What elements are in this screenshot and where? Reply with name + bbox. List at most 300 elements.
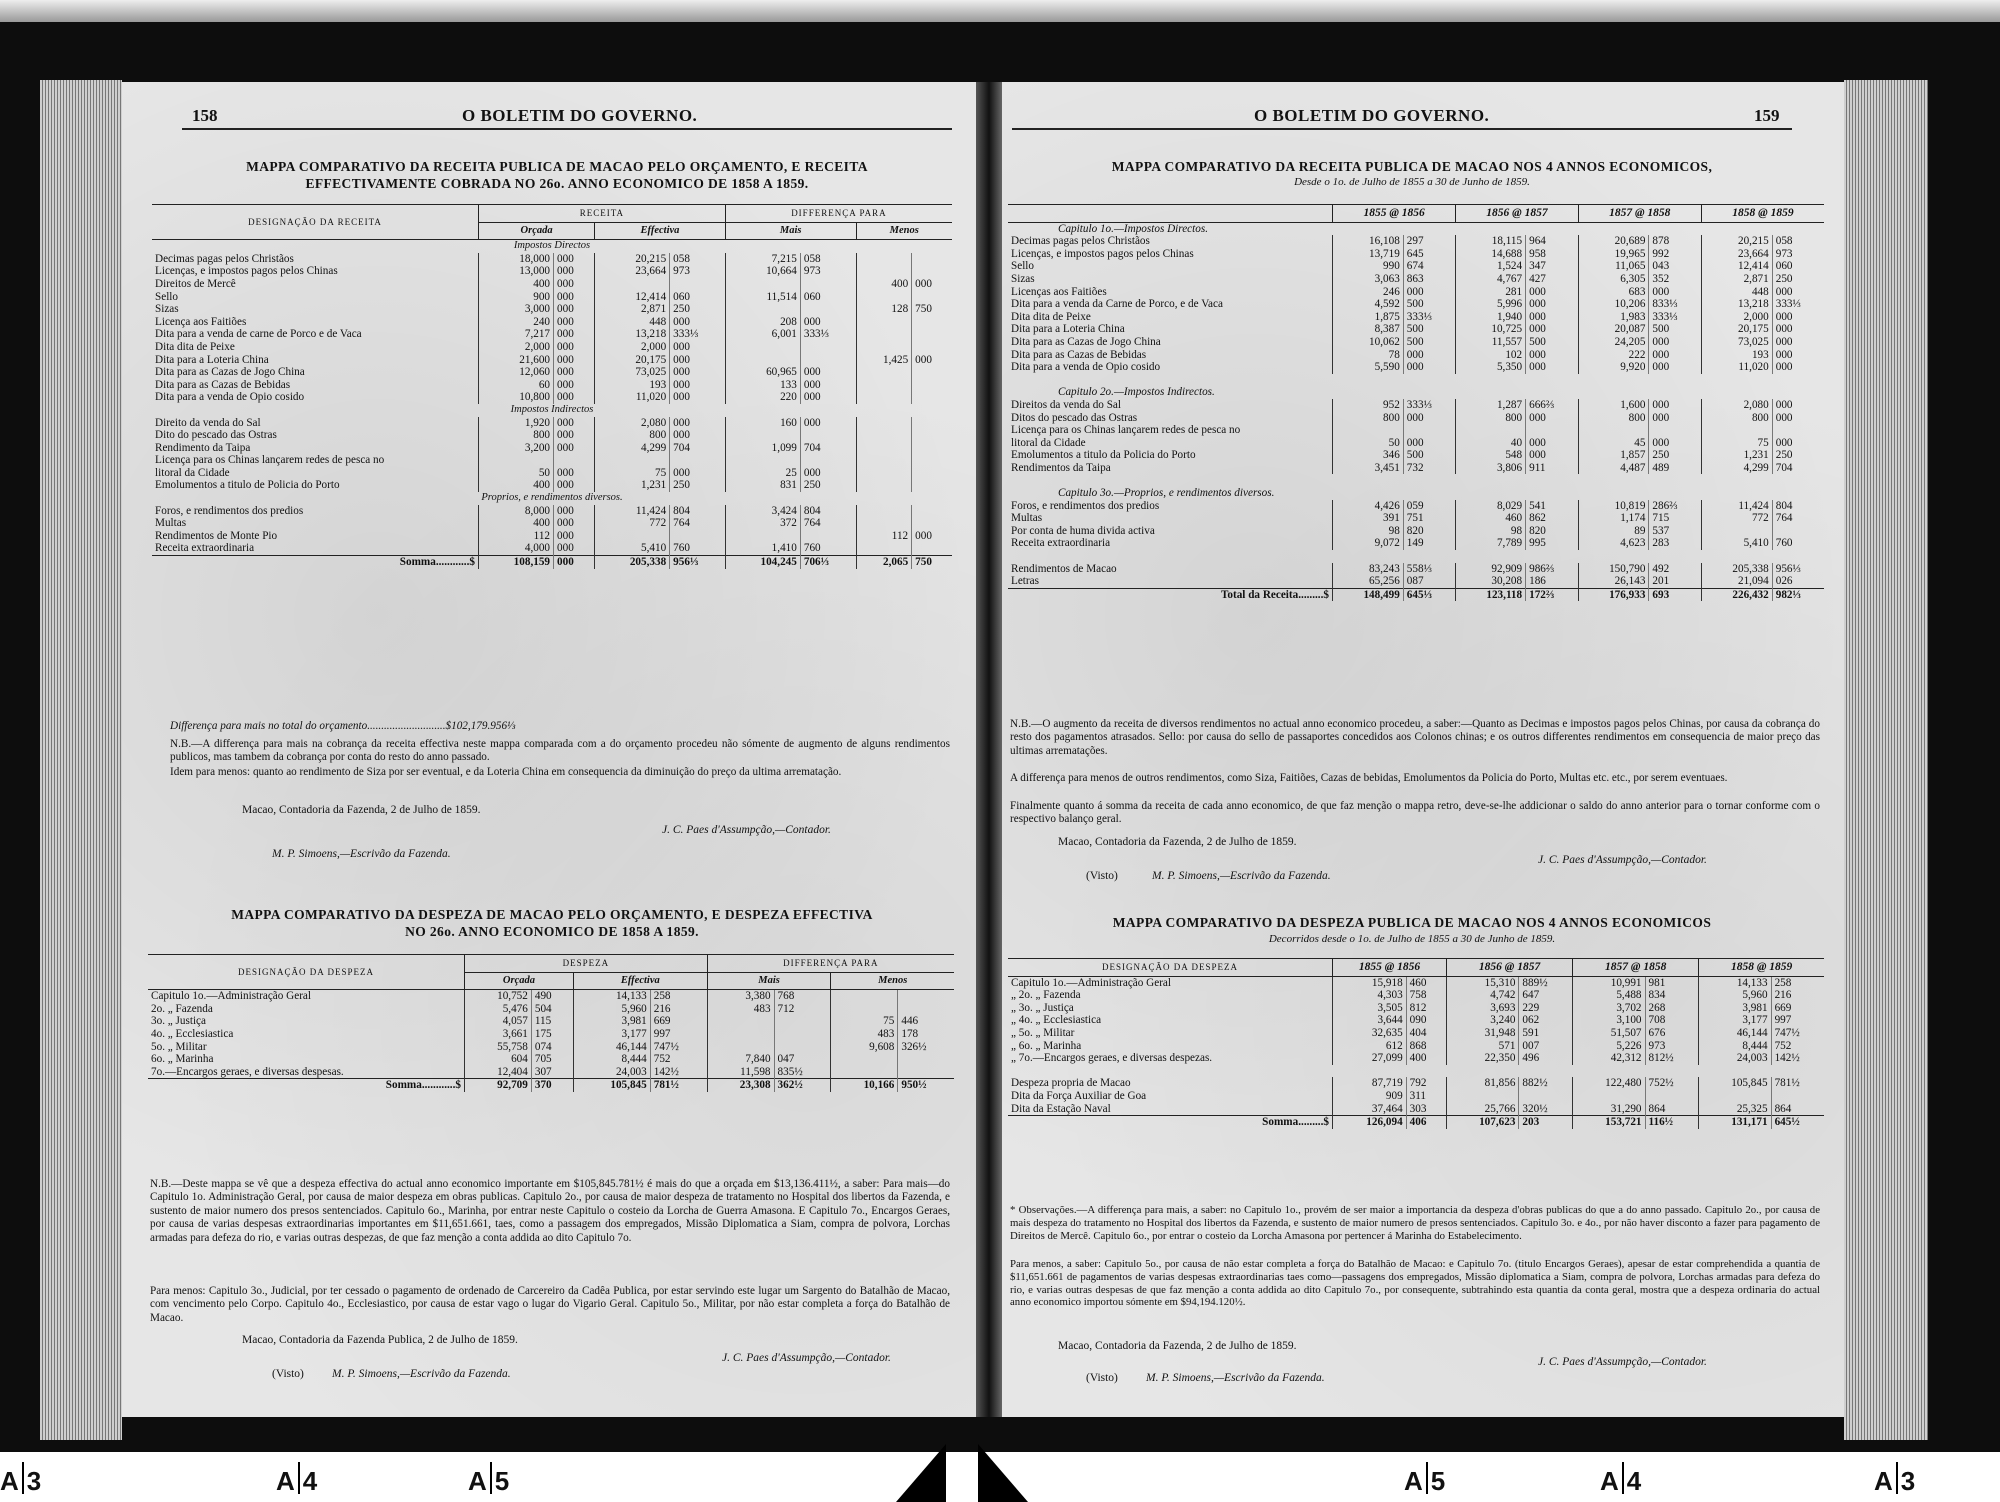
- amount-cell: 20,175: [595, 354, 670, 367]
- row-label: Dita da Estação Naval: [1011, 1102, 1111, 1115]
- fraction-cell: 000: [554, 505, 595, 518]
- row-label: Licença aos Faitiões: [155, 315, 247, 328]
- fraction-cell: 229: [1519, 1002, 1573, 1015]
- fraction-cell: 000: [1772, 311, 1824, 324]
- film-mark-a3-right: [1874, 1462, 1915, 1497]
- fraction-cell: 178: [898, 1028, 954, 1041]
- amount-cell: 112: [856, 530, 912, 543]
- fraction-cell: [898, 1053, 954, 1066]
- fraction-cell: 000: [670, 341, 726, 354]
- fraction-cell: 862: [1526, 512, 1579, 525]
- amount-cell: [856, 265, 912, 278]
- fraction-cell: [800, 454, 856, 467]
- fraction-cell: 964: [1526, 235, 1579, 248]
- fraction-cell: 752: [650, 1053, 707, 1066]
- amount-cell: 6,305: [1578, 273, 1649, 286]
- amount-cell: 5,590: [1333, 361, 1404, 374]
- amount-cell: 102: [1456, 349, 1526, 362]
- amount-cell: [1447, 1090, 1519, 1103]
- row-label: Dita para a venda de Opio cosido: [155, 391, 305, 404]
- amount-cell: 75: [595, 467, 670, 480]
- table-row: [1008, 424, 1824, 437]
- row-label: Somma............$: [148, 1079, 465, 1092]
- fraction-cell: 000: [554, 517, 595, 530]
- fraction-cell: 490: [531, 990, 573, 1003]
- row-label: Dita para as Cazas de Jogo China: [155, 366, 305, 379]
- amount-cell: [725, 341, 800, 354]
- amount-cell: [1573, 1090, 1645, 1103]
- fraction-cell: [774, 1028, 831, 1041]
- amount-cell: 1,174: [1578, 512, 1649, 525]
- amount-cell: 123,118: [1456, 588, 1526, 601]
- row-label: Rendimentos de Monte Pio: [155, 529, 278, 542]
- amount-cell: 98: [1333, 525, 1404, 538]
- section-row: [1008, 487, 1824, 500]
- table-row: [1008, 399, 1824, 412]
- fraction-cell: [912, 328, 952, 341]
- amount-cell: [595, 454, 670, 467]
- despeza-4anos-rows: [1008, 976, 1824, 1129]
- fraction-cell: 000: [554, 328, 595, 341]
- row-label: Licença para os Chinas lançarem redes de pesca no: [1011, 424, 1241, 437]
- fraction-cell: 752: [1771, 1040, 1824, 1053]
- table-row: [148, 990, 954, 1003]
- table-row: [1008, 1052, 1824, 1065]
- spacer-cell: [1008, 1065, 1824, 1078]
- row-label: Rendimento da Taipa: [155, 441, 251, 454]
- fraction-cell: 000: [1403, 437, 1456, 450]
- fraction-cell: 834: [1645, 989, 1699, 1002]
- fraction-cell: 000: [1772, 399, 1824, 412]
- amount-cell: 11,598: [707, 1066, 774, 1079]
- fraction-cell: 804: [670, 505, 726, 518]
- fraction-cell: 000: [1526, 449, 1579, 462]
- fraction-cell: 000: [800, 391, 856, 404]
- fraction-cell: 000: [554, 341, 595, 354]
- receita-4anos-escrivao: M. P. Simoens,—Escrivão da Fazenda.: [1152, 870, 1331, 882]
- film-mark-number: 5: [494, 1466, 510, 1496]
- fraction-cell: [912, 479, 952, 492]
- amount-cell: 13,218: [595, 328, 670, 341]
- amount-cell: 105,845: [1699, 1077, 1771, 1090]
- col-menos: Menos: [856, 222, 952, 240]
- fraction-cell: 000: [554, 429, 595, 442]
- fraction-cell: 781½: [1771, 1077, 1824, 1090]
- fraction-cell: 500: [1403, 336, 1456, 349]
- section-row: [1008, 386, 1824, 399]
- amount-cell: [479, 454, 554, 467]
- despeza-4anos-escrivao: M. P. Simoens,—Escrivão da Fazenda.: [1146, 1372, 1325, 1384]
- section-label: Impostos Directos: [513, 240, 591, 252]
- fraction-cell: 026: [1772, 575, 1824, 588]
- fraction-cell: [912, 442, 952, 455]
- table-row: [1008, 323, 1824, 336]
- fraction-cell: 981: [1645, 976, 1699, 989]
- fraction-cell: [912, 316, 952, 329]
- fraction-cell: 333⅓: [1772, 298, 1824, 311]
- row-label: litoral da Cidade: [1011, 436, 1086, 449]
- film-mark-a4-right: [1600, 1462, 1641, 1497]
- fraction-cell: 706⅓: [800, 556, 856, 569]
- fraction-cell: 669: [1771, 1002, 1824, 1015]
- despeza-4anos-contador: J. C. Paes d'Assumpção,—Contador.: [1538, 1356, 1707, 1368]
- table-row: [152, 454, 952, 467]
- fraction-cell: 000: [1526, 298, 1579, 311]
- amount-cell: 800: [1701, 412, 1772, 425]
- amount-cell: 18,115: [1456, 235, 1526, 248]
- amount-cell: 9,608: [831, 1041, 898, 1054]
- amount-cell: 483: [707, 1003, 774, 1016]
- fraction-cell: 676: [1645, 1027, 1699, 1040]
- section-row: [152, 404, 952, 417]
- fraction-cell: 950½: [898, 1079, 954, 1092]
- fraction-cell: [912, 542, 952, 555]
- fraction-cell: 000: [1772, 336, 1824, 349]
- fraction-cell: 000: [554, 479, 595, 492]
- row-label: Decimas pagas pelos Christãos: [1011, 235, 1150, 248]
- amount-cell: [856, 253, 912, 266]
- amount-cell: 92,909: [1456, 563, 1526, 576]
- amount-cell: 400: [856, 278, 912, 291]
- table-row: [152, 265, 952, 278]
- table-row: [1008, 286, 1824, 299]
- amount-cell: 89: [1578, 525, 1649, 538]
- row-label: litoral da Cidade: [155, 466, 230, 479]
- fraction-cell: 492: [1649, 563, 1702, 576]
- section-row: [152, 492, 952, 505]
- fraction-cell: 186: [1526, 575, 1579, 588]
- amount-cell: 2,080: [595, 417, 670, 430]
- fraction-cell: 704: [800, 442, 856, 455]
- fraction-cell: 446: [898, 1015, 954, 1028]
- amount-cell: 2,000: [595, 341, 670, 354]
- amount-cell: 46,144: [1699, 1027, 1771, 1040]
- table-row: [148, 1041, 954, 1054]
- fraction-cell: 764: [1772, 512, 1824, 525]
- fraction-cell: [670, 454, 726, 467]
- amount-cell: 122,480: [1573, 1077, 1645, 1090]
- fraction-cell: 000: [1526, 361, 1579, 374]
- fraction-cell: 059: [1403, 500, 1456, 513]
- amount-cell: 5,226: [1573, 1040, 1645, 1053]
- amount-cell: 27,099: [1333, 1052, 1407, 1065]
- amount-cell: 1,099: [725, 442, 800, 455]
- amount-cell: 60: [479, 379, 554, 392]
- fraction-cell: 812: [1406, 1002, 1446, 1015]
- film-mark-letter: A: [1874, 1466, 1893, 1496]
- amount-cell: [856, 505, 912, 518]
- table-row: [1008, 537, 1824, 550]
- fraction-cell: 333⅓: [670, 328, 726, 341]
- fraction-cell: 007: [1519, 1040, 1573, 1053]
- amount-cell: 11,020: [1701, 361, 1772, 374]
- amount-cell: 900: [479, 291, 554, 304]
- fraction-cell: 000: [1649, 437, 1702, 450]
- row-label: Receita extraordinaria: [1011, 537, 1111, 550]
- amount-cell: 10,725: [1456, 323, 1526, 336]
- amount-cell: 10,752: [465, 990, 532, 1003]
- row-label: Somma............$: [152, 556, 479, 569]
- despeza-year-1856-1857: 1856 @ 1857: [1447, 959, 1573, 977]
- row-label: 4o. „ Ecclesiastica: [151, 1027, 234, 1040]
- fraction-cell: 000: [1649, 286, 1702, 299]
- amount-cell: [595, 530, 670, 543]
- fraction-cell: 347: [1526, 260, 1579, 273]
- amount-cell: 1,875: [1333, 311, 1404, 324]
- fraction-cell: 760: [1772, 537, 1824, 550]
- table-row: [152, 379, 952, 392]
- amount-cell: [856, 429, 912, 442]
- amount-cell: 45: [1578, 437, 1649, 450]
- amount-cell: 3,177: [1699, 1014, 1771, 1027]
- fraction-cell: 250: [670, 479, 726, 492]
- fraction-cell: 747½: [1771, 1027, 1824, 1040]
- row-label: Sizas: [1011, 272, 1035, 285]
- amount-cell: 612: [1333, 1040, 1407, 1053]
- receita-escrivao: M. P. Simoens,—Escrivão da Fazenda.: [272, 848, 451, 860]
- despeza-comparison-table: [148, 954, 954, 1092]
- col-designacao-despeza-4anos: DESIGNAÇÃO DA DESPEZA: [1008, 959, 1333, 977]
- amount-cell: 3,693: [1447, 1002, 1519, 1015]
- receita-note-2: Idem para menos: quanto ao rendimento de Siza por ser eventual, e da Loteria China em consequencia da diminuição do preço da ultima arrematação.: [170, 766, 842, 778]
- amount-cell: 12,414: [1701, 260, 1772, 273]
- row-label: Sizas: [155, 303, 179, 316]
- col-menos-despeza: Menos: [831, 972, 954, 990]
- fraction-cell: 804: [1772, 500, 1824, 513]
- fraction-cell: 000: [554, 530, 595, 543]
- fraction-cell: 216: [650, 1003, 707, 1016]
- amount-cell: 222: [1578, 349, 1649, 362]
- amount-cell: 31,290: [1573, 1103, 1645, 1116]
- amount-cell: 3,240: [1447, 1014, 1519, 1027]
- amount-cell: 460: [1456, 512, 1526, 525]
- head-rule: [182, 128, 952, 130]
- despeza-4anos-note-2: Para menos, a saber: Capitulo 5o., por causa de não estar completa a força do Batalhão de Macao: e Capitulo 7o. (titulo Encargos Geraes), apesar de estar comprehendida a quantia de $11,651.661 de pagamentos de varias despesas extraordinarias taes como—passagens dos empregados, Missão diplomatica a Siam, compra de polvora, Lorchas armadas para defeza do rio, e varias outras despesas de que faz menção a conta addida ao dito Capitulo 7o., por consequente, subtrahindo esta quantia da conta geral, mostra que a despeza ordinaria do actual anno economico importou sómente em $94,194.120½.: [1010, 1258, 1820, 1309]
- fraction-cell: 043: [1649, 260, 1702, 273]
- despeza-year-1858-1859: 1858 @ 1859: [1699, 959, 1824, 977]
- amount-cell: 25,766: [1447, 1103, 1519, 1116]
- fraction-cell: 047: [774, 1053, 831, 1066]
- amount-cell: 571: [1447, 1040, 1519, 1053]
- amount-cell: 75: [1701, 437, 1772, 450]
- total-row: [148, 1079, 954, 1092]
- fraction-cell: 000: [1649, 399, 1702, 412]
- amount-cell: 205,338: [595, 556, 670, 569]
- fraction-cell: 333⅓: [800, 328, 856, 341]
- year-1858-1859: 1858 @ 1859: [1701, 205, 1824, 223]
- col-mais: Mais: [725, 222, 856, 240]
- fraction-cell: 060: [1772, 260, 1824, 273]
- fraction-cell: 250: [1772, 273, 1824, 286]
- fraction-cell: [912, 417, 952, 430]
- amount-cell: 131,171: [1699, 1116, 1771, 1129]
- fraction-cell: 000: [554, 542, 595, 555]
- right-page: [1002, 82, 1844, 1417]
- table-row: [1008, 273, 1824, 286]
- fraction-cell: [800, 530, 856, 543]
- row-label: Rendimentos da Taipa: [1011, 461, 1111, 474]
- fraction-cell: 175: [531, 1028, 573, 1041]
- amount-cell: 909: [1333, 1090, 1407, 1103]
- amount-cell: 952: [1333, 399, 1404, 412]
- row-label: 3o. „ Justiça: [151, 1015, 206, 1028]
- amount-cell: 8,444: [1699, 1040, 1771, 1053]
- despeza-place-date: Macao, Contadoria da Fazenda Publica, 2 de Julho de 1859.: [242, 1334, 518, 1346]
- row-label: Emolumentos a titulo de Policia do Porto: [155, 479, 340, 492]
- film-mark-number: 4: [302, 1466, 318, 1496]
- amount-cell: 372: [725, 517, 800, 530]
- fraction-cell: [1403, 424, 1456, 437]
- fraction-cell: 201: [1649, 575, 1702, 588]
- amount-cell: 7,217: [479, 328, 554, 341]
- fraction-cell: 878: [1649, 235, 1702, 248]
- table-row: [152, 479, 952, 492]
- amount-cell: 3,451: [1333, 462, 1404, 475]
- table-row: [152, 303, 952, 316]
- amount-cell: 24,003: [573, 1066, 650, 1079]
- col-effectiva-despeza: Effectiva: [573, 972, 707, 990]
- year-1855-1856: 1855 @ 1856: [1333, 205, 1456, 223]
- table-row: [1008, 336, 1824, 349]
- fraction-cell: 000: [670, 417, 726, 430]
- amount-cell: 65,256: [1333, 575, 1404, 588]
- table-row: [1008, 437, 1824, 450]
- row-label: Licença para os Chinas lançarem redes de pesca no: [155, 454, 385, 467]
- fraction-cell: 997: [1771, 1014, 1824, 1027]
- page-number-left: 158: [192, 106, 218, 125]
- fraction-cell: 000: [670, 316, 726, 329]
- amount-cell: [725, 303, 800, 316]
- fraction-cell: [912, 341, 952, 354]
- fraction-cell: 973: [1772, 248, 1824, 261]
- amount-cell: 683: [1578, 286, 1649, 299]
- amount-cell: 448: [1701, 286, 1772, 299]
- despeza-year-1857-1858: 1857 @ 1858: [1573, 959, 1699, 977]
- spacer-row: [1008, 550, 1824, 563]
- section-row: [1008, 222, 1824, 235]
- fraction-cell: 500: [1403, 323, 1456, 336]
- fraction-cell: 751: [1403, 512, 1456, 525]
- row-label: Foros, e rendimentos dos predios: [1011, 499, 1160, 512]
- amount-cell: 2,080: [1701, 399, 1772, 412]
- amount-cell: 10,991: [1573, 976, 1645, 989]
- section-label: Impostos Indirectos: [510, 403, 594, 415]
- spacer-cell: [1008, 550, 1824, 563]
- amount-cell: 24,205: [1578, 336, 1649, 349]
- fraction-cell: 000: [1526, 323, 1579, 336]
- row-label: Foros, e rendimentos dos predios: [155, 504, 304, 517]
- amount-cell: 3,981: [573, 1015, 650, 1028]
- receita-4anos-contador: J. C. Paes d'Assumpção,—Contador.: [1538, 854, 1707, 866]
- amount-cell: 160: [725, 417, 800, 430]
- fraction-cell: 645½: [1771, 1116, 1824, 1129]
- amount-cell: 800: [1333, 412, 1404, 425]
- fraction-cell: 000: [554, 316, 595, 329]
- fraction-cell: 400: [1406, 1052, 1446, 1065]
- fraction-cell: 000: [554, 354, 595, 367]
- amount-cell: 772: [595, 517, 670, 530]
- fraction-cell: 058: [800, 253, 856, 266]
- fraction-cell: 303: [1406, 1103, 1446, 1116]
- amount-cell: 1,920: [479, 417, 554, 430]
- amount-cell: 150,790: [1578, 563, 1649, 576]
- amount-cell: 13,000: [479, 265, 554, 278]
- amount-cell: 3,806: [1456, 462, 1526, 475]
- fraction-cell: 060: [800, 291, 856, 304]
- amount-cell: 11,557: [1456, 336, 1526, 349]
- fraction-cell: 496: [1519, 1052, 1573, 1065]
- fraction-cell: 000: [800, 417, 856, 430]
- fraction-cell: 000: [1772, 361, 1824, 374]
- receita-place-date: Macao, Contadoria da Fazenda, 2 de Julho de 1859.: [242, 804, 481, 816]
- fraction-cell: 258: [650, 990, 707, 1003]
- table-row: [148, 1015, 954, 1028]
- amount-cell: 112: [479, 530, 554, 543]
- amount-cell: 31,948: [1447, 1027, 1519, 1040]
- amount-cell: [707, 1015, 774, 1028]
- fraction-cell: [912, 517, 952, 530]
- fraction-cell: 000: [1403, 412, 1456, 425]
- fraction-cell: 460: [1406, 976, 1446, 989]
- amount-cell: [1333, 424, 1404, 437]
- section-row: [152, 240, 952, 253]
- amount-cell: [725, 354, 800, 367]
- fraction-cell: 000: [1772, 412, 1824, 425]
- spacer-row: [1008, 474, 1824, 487]
- amount-cell: [1701, 525, 1772, 538]
- fraction-cell: 074: [531, 1041, 573, 1054]
- amount-cell: [1578, 424, 1649, 437]
- fraction-cell: 142½: [1771, 1052, 1824, 1065]
- despeza-4anos-table: [1008, 958, 1824, 1129]
- fraction-cell: 000: [554, 391, 595, 404]
- amount-cell: 14,688: [1456, 248, 1526, 261]
- amount-cell: 1,410: [725, 542, 800, 555]
- row-label: Sello: [155, 290, 178, 303]
- section-label: Capitulo 2o.—Impostos Indirectos.: [1058, 386, 1215, 399]
- fraction-cell: [1645, 1090, 1699, 1103]
- row-label: Multas: [155, 517, 187, 530]
- fraction-cell: 768: [774, 990, 831, 1003]
- amount-cell: 11,020: [595, 391, 670, 404]
- amount-cell: 3,177: [573, 1028, 650, 1041]
- amount-cell: 2,065: [856, 556, 912, 569]
- amount-cell: [725, 530, 800, 543]
- fraction-cell: 087: [1403, 575, 1456, 588]
- film-mark-a4-left: [276, 1462, 317, 1497]
- row-label: Decimas pagas pelos Christãos: [155, 252, 294, 265]
- fraction-cell: 732: [1403, 462, 1456, 475]
- amount-cell: 400: [479, 479, 554, 492]
- fraction-cell: 000: [670, 379, 726, 392]
- fraction-cell: 000: [1649, 349, 1702, 362]
- fraction-cell: 889½: [1519, 976, 1573, 989]
- table-row: [148, 1003, 954, 1016]
- amount-cell: 5,960: [573, 1003, 650, 1016]
- row-label: Direito da venda do Sal: [155, 416, 261, 429]
- fraction-cell: [800, 278, 856, 291]
- row-label: Dita da Força Auxiliar de Goa: [1011, 1089, 1147, 1102]
- amount-cell: 1,600: [1578, 399, 1649, 412]
- amount-cell: 800: [1578, 412, 1649, 425]
- amount-cell: [856, 467, 912, 480]
- table-row: [152, 341, 952, 354]
- row-label: Direitos da venda do Sal: [1011, 398, 1121, 411]
- fraction-cell: 000: [1403, 361, 1456, 374]
- fraction-cell: 752½: [1645, 1077, 1699, 1090]
- table-row: [152, 391, 952, 404]
- amount-cell: 208: [725, 316, 800, 329]
